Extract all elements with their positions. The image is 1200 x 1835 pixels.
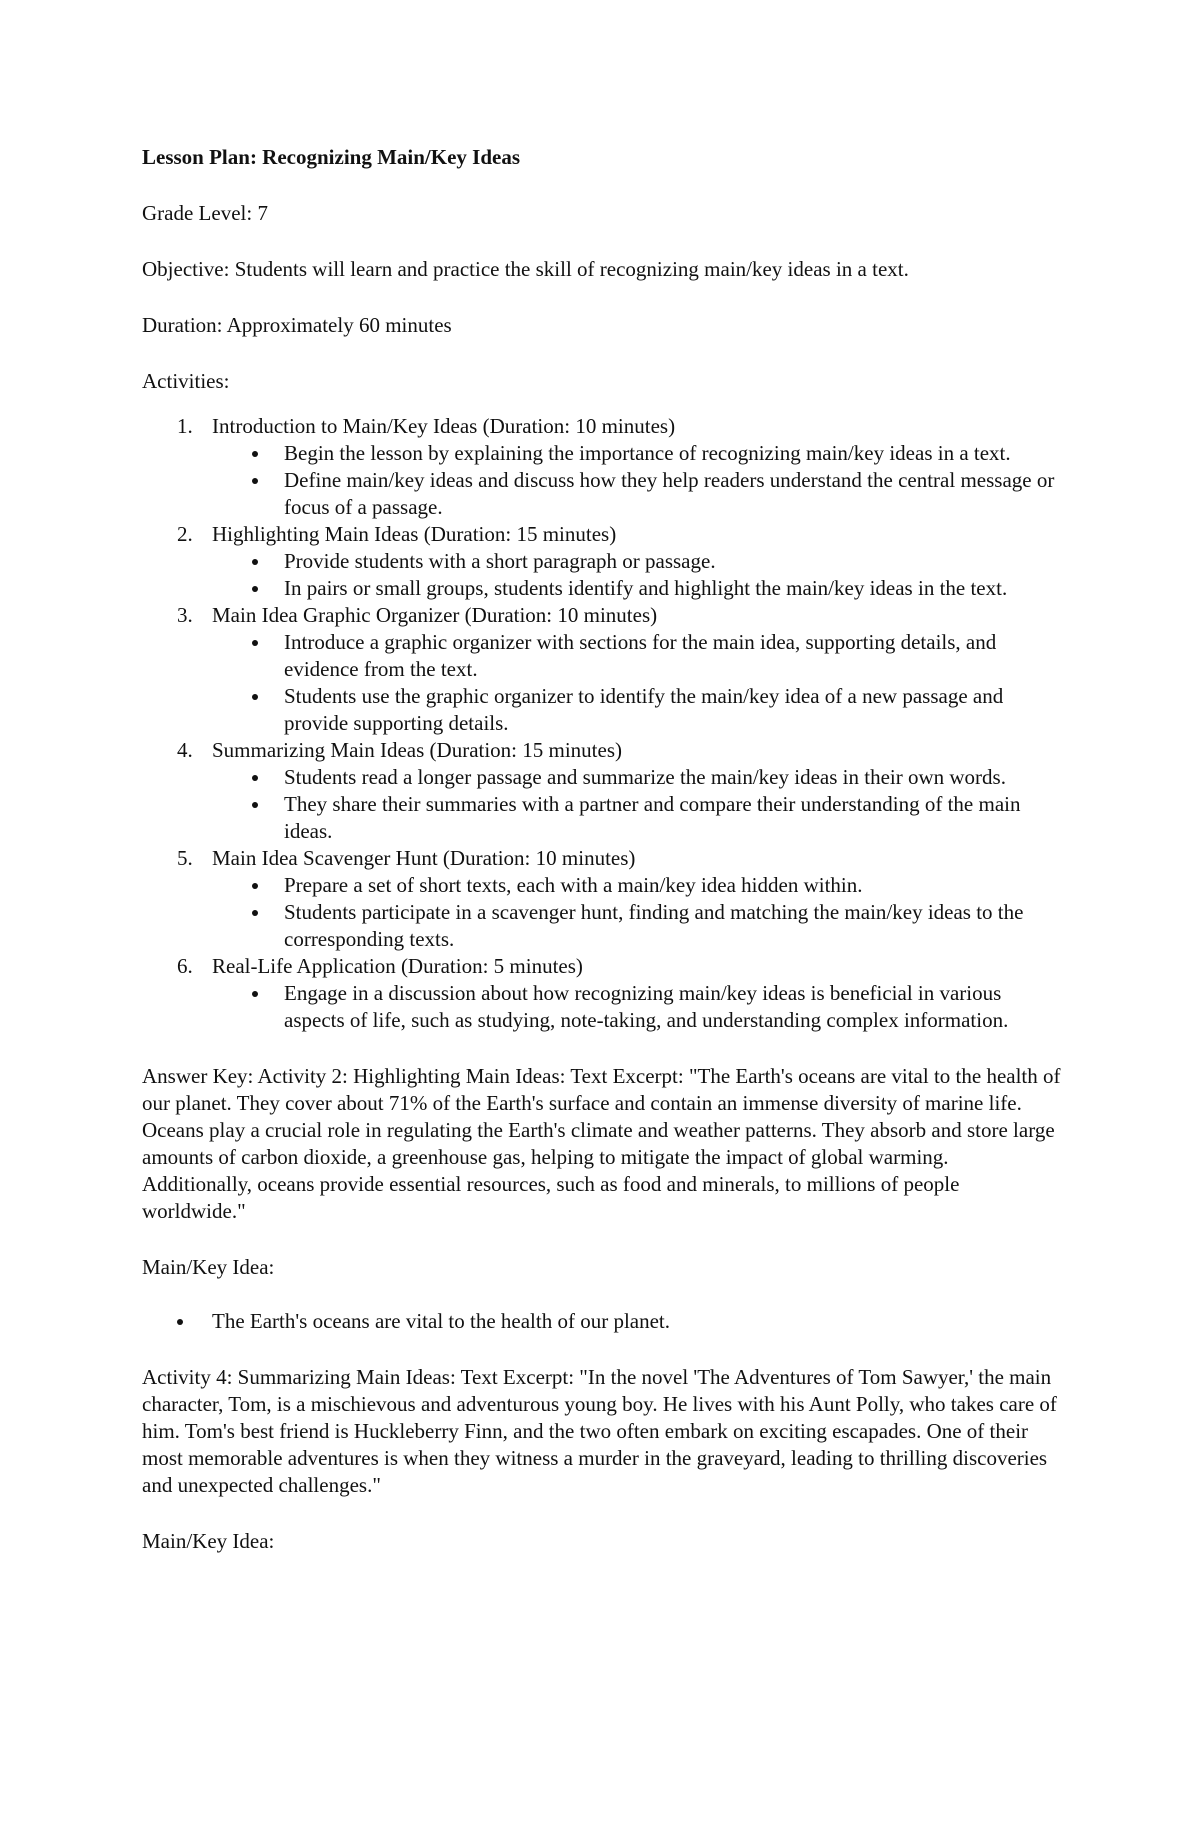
bullet-text: Students participate in a scavenger hunt, finding and matching the main/key ideas to the corresponding texts. <box>284 900 1024 951</box>
activity-item <box>142 953 1062 1034</box>
bullet-item <box>212 440 1062 467</box>
grade-level: Grade Level: 7 <box>142 201 268 225</box>
activity-bullets <box>212 872 1062 953</box>
bullet-icon <box>252 559 258 565</box>
main-key-idea-label: Main/Key Idea: <box>142 1255 275 1279</box>
activity-number: 1. <box>177 414 193 438</box>
activity-bullets <box>212 548 1062 602</box>
bullet-icon <box>252 694 258 700</box>
activity-item <box>142 413 1062 521</box>
activity-number: 3. <box>177 603 193 627</box>
activity-title: Main Idea Scavenger Hunt (Duration: 10 minutes) <box>212 846 636 870</box>
bullet-icon <box>252 640 258 646</box>
bullet-icon <box>252 883 258 889</box>
bullet-text: Provide students with a short paragraph or passage. <box>284 549 716 573</box>
answer-key-activity-2: Answer Key: Activity 2: Highlighting Main Ideas: Text Excerpt: "The Earth's oceans are vital to the health of our planet. They cover about 71% of the Earth's surface and contain an immense diversity of marine life. Oceans play a crucial role in regulating the Earth's climate and weather patterns. They absorb and store large amounts of carbon dioxide, a greenhouse gas, helping to mitigate the impact of global warming. Additionally, oceans provide essential resources, such as food and minerals, to millions of people worldwide." <box>142 1064 1061 1223</box>
activity-number: 4. <box>177 738 193 762</box>
bullet-icon <box>177 1319 183 1325</box>
activity-bullets <box>212 440 1062 521</box>
bullet-item <box>212 548 1062 575</box>
bullet-text: In pairs or small groups, students identify and highlight the main/key ideas in the text. <box>284 576 1008 600</box>
activity-title: Highlighting Main Ideas (Duration: 15 minutes) <box>212 522 617 546</box>
bullet-text: Engage in a discussion about how recognizing main/key ideas is beneficial in various aspects of life, such as studying, note-taking, and understanding complex information. <box>284 981 1009 1032</box>
bullet-item <box>142 1308 1062 1335</box>
bullet-icon <box>252 451 258 457</box>
document-body <box>142 144 1062 1584</box>
bullet-icon <box>252 910 258 916</box>
bullet-item <box>212 467 1062 521</box>
main-key-idea-list <box>142 1308 1062 1335</box>
bullet-item <box>212 980 1062 1034</box>
activity-item <box>142 602 1062 737</box>
activities-heading: Activities: <box>142 369 230 393</box>
main-key-idea-text: The Earth's oceans are vital to the health of our planet. <box>212 1309 671 1333</box>
bullet-icon <box>252 586 258 592</box>
activity-bullets <box>212 980 1062 1034</box>
bullet-text: Students read a longer passage and summarize the main/key ideas in their own words. <box>284 765 1006 789</box>
bullet-item <box>212 791 1062 845</box>
activity-bullets <box>212 764 1062 845</box>
activity-bullets <box>212 629 1062 737</box>
main-key-idea-label: Main/Key Idea: <box>142 1529 275 1553</box>
bullet-icon <box>252 775 258 781</box>
bullet-icon <box>252 991 258 997</box>
activity-item <box>142 845 1062 953</box>
activity-title: Real-Life Application (Duration: 5 minutes) <box>212 954 583 978</box>
activity-title: Summarizing Main Ideas (Duration: 15 minutes) <box>212 738 623 762</box>
activity-item <box>142 737 1062 845</box>
bullet-item <box>212 683 1062 737</box>
duration: Duration: Approximately 60 minutes <box>142 313 452 337</box>
bullet-text: Students use the graphic organizer to identify the main/key idea of a new passage and provide supporting details. <box>284 684 1004 735</box>
activity-title: Main Idea Graphic Organizer (Duration: 10 minutes) <box>212 603 658 627</box>
bullet-text: Define main/key ideas and discuss how they help readers understand the central message or focus of a passage. <box>284 468 1055 519</box>
bullet-item <box>212 629 1062 683</box>
activity-4-excerpt: Activity 4: Summarizing Main Ideas: Text Excerpt: "In the novel 'The Adventures of Tom Sawyer,' the main character, Tom, is a mischievous and adventurous young boy. He lives with his Aunt Polly, who takes care of him. Tom's best friend is Huckleberry Finn, and the two often embark on exciting escapades. One of their most memorable adventures is when they witness a murder in the graveyard, leading to thrilling discoveries and unexpected challenges." <box>142 1365 1057 1497</box>
activity-number: 2. <box>177 522 193 546</box>
bullet-item <box>212 899 1062 953</box>
bullet-text: Introduce a graphic organizer with sections for the main idea, supporting details, and evidence from the text. <box>284 630 997 681</box>
bullet-text: Prepare a set of short texts, each with a main/key idea hidden within. <box>284 873 863 897</box>
objective: Objective: Students will learn and practice the skill of recognizing main/key ideas in a text. <box>142 257 909 281</box>
activity-number: 6. <box>177 954 193 978</box>
bullet-text: They share their summaries with a partner and compare their understanding of the main ideas. <box>284 792 1021 843</box>
activities-list <box>142 413 1062 1034</box>
activity-number: 5. <box>177 846 193 870</box>
activity-item <box>142 521 1062 602</box>
document-title: Lesson Plan: Recognizing Main/Key Ideas <box>142 145 521 169</box>
bullet-icon <box>252 478 258 484</box>
bullet-text: Begin the lesson by explaining the importance of recognizing main/key ideas in a text. <box>284 441 1011 465</box>
bullet-item <box>212 764 1062 791</box>
bullet-item <box>212 872 1062 899</box>
bullet-icon <box>252 802 258 808</box>
activity-title: Introduction to Main/Key Ideas (Duration: 10 minutes) <box>212 414 676 438</box>
bullet-item <box>212 575 1062 602</box>
